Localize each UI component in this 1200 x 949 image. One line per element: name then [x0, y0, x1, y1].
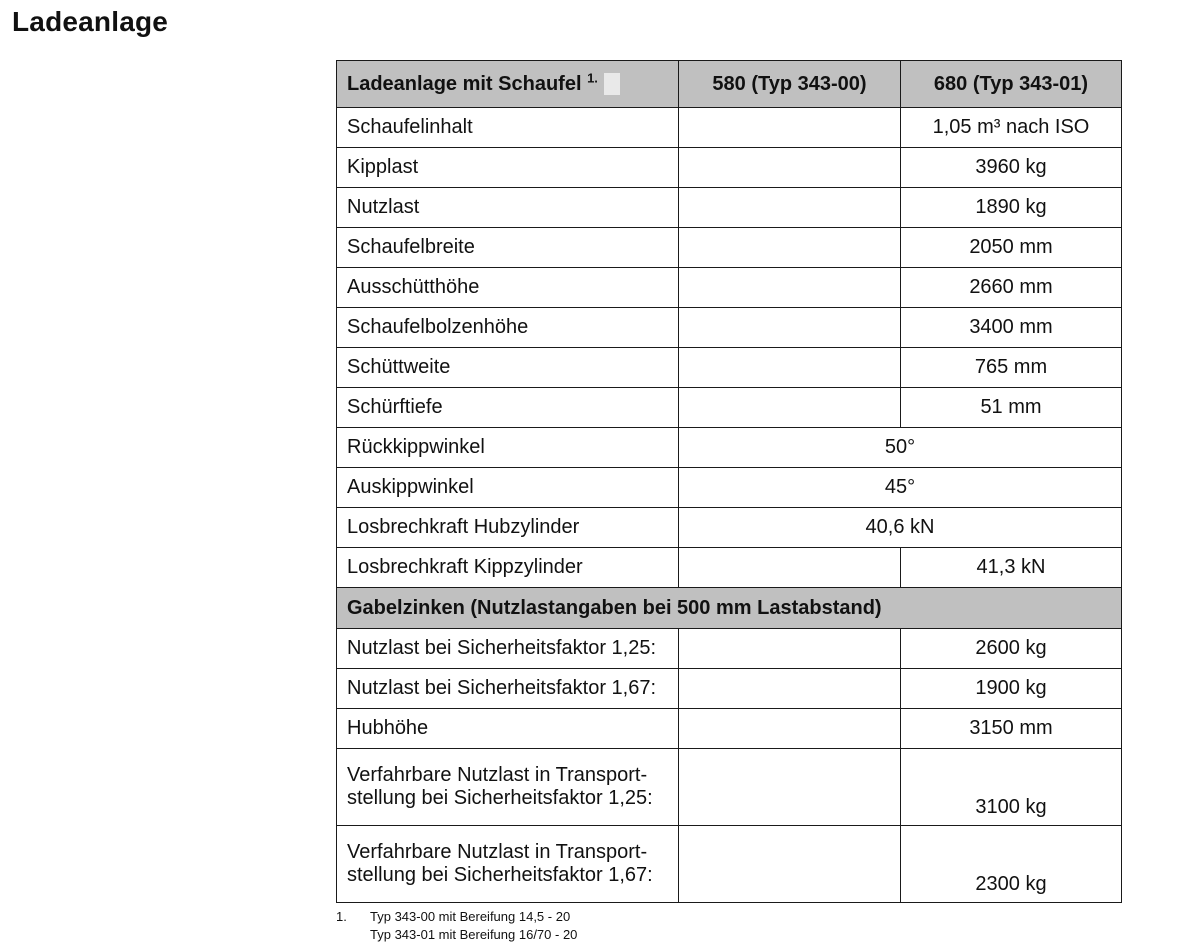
row-value-680: 2050 mm: [901, 228, 1122, 268]
table-row: [337, 268, 1122, 308]
row-label-line: Verfahrbare Nutzlast in Transport-: [347, 841, 648, 863]
table-row: [337, 148, 1122, 188]
row-value-580: [679, 749, 901, 826]
table-row: [337, 749, 1122, 826]
table-row: [337, 348, 1122, 388]
table-row: [337, 388, 1122, 428]
header-model-580: 580 (Typ 343-00): [679, 61, 901, 108]
footnotes: [336, 908, 577, 944]
row-value-680: 2600 kg: [901, 629, 1122, 669]
footnote-text: Typ 343-01 mit Bereifung 16/70 - 20: [370, 927, 578, 942]
header-label: Ladeanlage mit Schaufel: [347, 72, 582, 95]
footnote-text: Typ 343-00 mit Bereifung 14,5 - 20: [370, 909, 571, 924]
row-value-580: [679, 709, 901, 749]
header-label-cell: [337, 61, 679, 108]
row-value-580: [679, 308, 901, 348]
row-value-680: 3960 kg: [901, 148, 1122, 188]
table-row: [337, 669, 1122, 709]
row-label: Hubhöhe: [337, 709, 679, 749]
row-value-580: [679, 268, 901, 308]
header-model-680: 680 (Typ 343-01): [901, 61, 1122, 108]
row-value-580: [679, 826, 901, 903]
table-row: [337, 228, 1122, 268]
row-value-680: 2660 mm: [901, 268, 1122, 308]
row-label: Nutzlast bei Sicherheitsfaktor 1,67:: [337, 669, 679, 709]
spec-table: [336, 60, 1122, 903]
row-value-580: [679, 669, 901, 709]
row-value-680: 51 mm: [901, 388, 1122, 428]
row-label: Schüttweite: [337, 348, 679, 388]
table-row: [337, 548, 1122, 588]
row-value-580: [679, 148, 901, 188]
row-label: Kipplast: [337, 148, 679, 188]
row-value-680: 2300 kg: [901, 826, 1122, 903]
row-value-shared: 45°: [679, 468, 1122, 508]
row-label: Losbrechkraft Hubzylinder: [337, 508, 679, 548]
row-value-580: [679, 548, 901, 588]
footnote-number: 1.: [336, 909, 347, 924]
footnote-line: [336, 926, 577, 944]
redaction-box: [604, 73, 620, 95]
table-row: [337, 428, 1122, 468]
section-header-row: [337, 588, 1122, 629]
row-label: Nutzlast: [337, 188, 679, 228]
row-label: Schürftiefe: [337, 388, 679, 428]
row-value-580: [679, 108, 901, 148]
row-value-680: 3100 kg: [901, 749, 1122, 826]
row-label: Rückkippwinkel: [337, 428, 679, 468]
row-value-680: 3150 mm: [901, 709, 1122, 749]
footnote-line: [336, 908, 577, 926]
row-value-680: 41,3 kN: [901, 548, 1122, 588]
footnote-ref: 1.: [587, 69, 598, 85]
row-value-680: 765 mm: [901, 348, 1122, 388]
row-label: Nutzlast bei Sicherheitsfaktor 1,25:: [337, 629, 679, 669]
row-label-line: stellung bei Sicherheitsfaktor 1,25:: [347, 787, 653, 809]
row-label-line: Verfahrbare Nutzlast in Transport-: [347, 764, 648, 786]
row-value-shared: 40,6 kN: [679, 508, 1122, 548]
table-row: [337, 108, 1122, 148]
row-value-680: 1890 kg: [901, 188, 1122, 228]
row-value-580: [679, 348, 901, 388]
table-row: [337, 508, 1122, 548]
table-header-row: [337, 61, 1122, 108]
table-row: [337, 188, 1122, 228]
table-row: [337, 308, 1122, 348]
row-value-580: [679, 188, 901, 228]
row-value-580: [679, 629, 901, 669]
row-label-multiline: [337, 826, 679, 903]
row-label-line: stellung bei Sicherheitsfaktor 1,67:: [347, 864, 653, 886]
row-label: Schaufelbreite: [337, 228, 679, 268]
row-value-680: 1,05 m³ nach ISO: [901, 108, 1122, 148]
section-title: Gabelzinken (Nutzlastangaben bei 500 mm Lastabstand): [337, 588, 1122, 629]
row-value-shared: 50°: [679, 428, 1122, 468]
table-row: [337, 826, 1122, 903]
row-value-580: [679, 388, 901, 428]
row-label: Auskippwinkel: [337, 468, 679, 508]
row-value-680: 3400 mm: [901, 308, 1122, 348]
table-row: [337, 468, 1122, 508]
page-title: Ladeanlage: [12, 6, 169, 37]
row-label: Ausschütthöhe: [337, 268, 679, 308]
row-value-580: [679, 228, 901, 268]
table-row: [337, 629, 1122, 669]
row-value-680: 1900 kg: [901, 669, 1122, 709]
row-label: Losbrechkraft Kippzylinder: [337, 548, 679, 588]
table-row: [337, 709, 1122, 749]
row-label: Schaufelbolzenhöhe: [337, 308, 679, 348]
row-label-multiline: [337, 749, 679, 826]
row-label: Schaufelinhalt: [337, 108, 679, 148]
